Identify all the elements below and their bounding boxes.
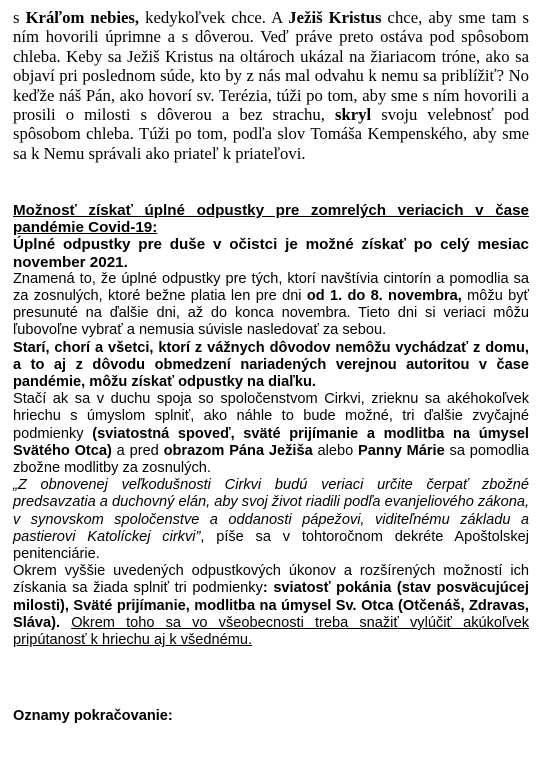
text: Stačí ak sa v duchu spoja so spoločenstvom Cirkvi, zrieknu sa akéhokoľvek hriechu s úmyslom splniť, ako náhle to bude možné, tri ďalšie zvyčajné podmienky (13, 391, 529, 442)
bold-conditions: (sviatostná spoveď, sväté prijímanie a modlitba na úmysel Svätého Otca) (13, 425, 529, 459)
paragraph-quote (13, 477, 529, 563)
intro-text: kedykoľvek chce. A (139, 8, 289, 27)
intro-paragraph (13, 8, 529, 163)
underlined-note: Okrem toho sa vo všeobecnosti treba snažiť vylúčiť akúkoľvek pripútanosť k hriechu aj k všednému. (13, 614, 529, 649)
text: Znamená to, že úplné odpustky pre tých, ktorí navštívia cintorín a pomodlia sa za zosnulých, ktoré bežne platia len pre dni (13, 270, 529, 305)
section-subheading: Úplné odpustky pre duše v očistci je možné získať po celý mesiac november 2021. (13, 236, 529, 271)
text: , píše sa v tohtoročnom dekréte Apoštolskej penitenciárie. (13, 528, 529, 563)
paragraph-cemetery (13, 271, 529, 340)
paragraph-requirements (13, 563, 529, 649)
bold-requirements: : sviatosť pokánia (stav posväcujúcej milosti), Sväté prijímanie, modlitba na úmysel Sv. Otca (Otčenáš, Zdravas, Sláva). (13, 580, 529, 631)
decree-quote: „Z obnovenej veľkodušnosti Cirkvi budú veriaci určite čerpať zbožné predsavzatia a duchovný elán, aby svoj život riadili podľa evanjeliového zákona, v synovskom spoločenstve a oddanosti pápežovi, viditeľnému základu a pastierovi Katolíckej cirkvi” (13, 477, 530, 545)
intro-text: chce, aby sme tam s ním hovorili úprimne a s dôverou. Veď práve preto ostáva pod spôsobom chleba. Keby sa Ježiš Kristus na oltároch ukázal na žiariacom tróne, ako sa objaví pri poslednom súde, kto by z nás mal odvahu k nemu sa priblížiť? No keďže náš Pán, ako hovorí sv. Terézia, túži po tom, aby sme s ním hovorili a prosili o milosti s dôverou a bez strachu, (13, 8, 530, 125)
bold-mary: Panny Márie (358, 442, 445, 459)
text: a pred (111, 442, 164, 459)
bold-image-jesus: obrazom Pána Ježiša (163, 442, 313, 459)
text: môžu byť presunuté na ďalšie dni, až do konca novembra. Tieto dni si veriaci môžu ľubovoľne vybrať a nemusia súvisle nasledovať za sebou. (13, 288, 530, 339)
text (60, 615, 71, 631)
intro-text: s (13, 8, 26, 27)
intro-bold-jesus: Ježiš Kristus (288, 8, 382, 27)
paragraph-conditions (13, 391, 529, 477)
section-heading: Možnosť získať úplné odpustky pre zomrelých veriacich v čase pandémie Covid-19: (13, 202, 529, 237)
text: sa pomodlia zbožne modlitby za zosnulých. (13, 442, 529, 477)
text: alebo (312, 442, 359, 459)
intro-text: svoju velebnosť pod spôsobom chleba. Túži po tom, podľa slov Tomáša Kempenského, aby sme sa k Nemu správali ako priateľ k priateľovi. (13, 105, 529, 163)
footer-announcements: Oznamy pokračovanie: (13, 708, 173, 724)
intro-bold-king: Kráľom nebies, (25, 8, 140, 27)
paragraph-elderly: Starí, chorí a všetci, ktorí z vážnych dôvodov nemôžu vychádzať z domu, a to aj z dôvodu obmedzení nariadených verejnou autoritou v čase pandémie, môžu získať odpustky na diaľku. (13, 339, 529, 391)
indulgence-section (13, 202, 529, 649)
intro-bold-hid: skryl (334, 105, 372, 125)
text: Okrem vyššie uvedených odpustkových úkonov a rozšírených možností ich získania sa žiada splniť tri podmienky (13, 563, 529, 597)
bold-dates: od 1. do 8. novembra, (306, 288, 462, 305)
